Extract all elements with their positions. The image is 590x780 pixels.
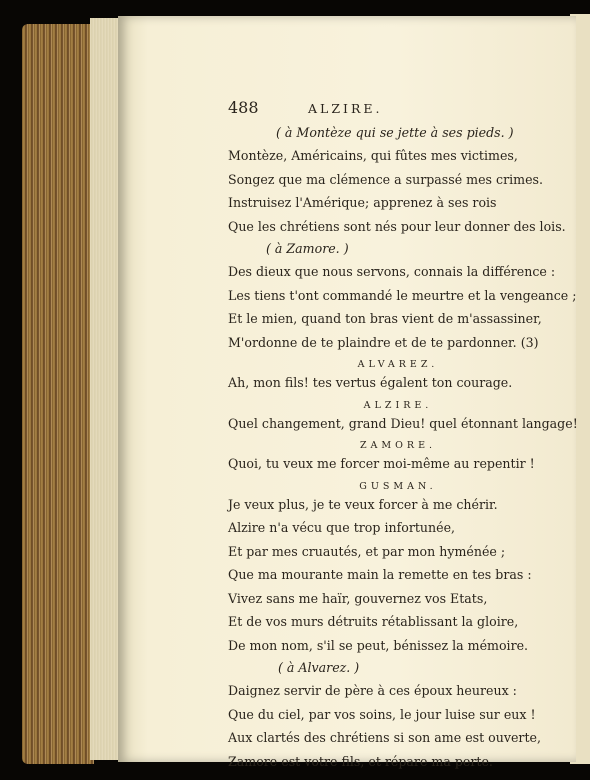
running-title: ALZIRE. [308, 101, 383, 116]
verse-line: Aux clartés des chrétiens si son ame est ouverte, [228, 730, 541, 745]
verse-line: Je veux plus, je te veux forcer à me chérir. [228, 496, 498, 512]
verse-line: Songez que ma clémence a surpassé mes crimes. [228, 171, 543, 187]
verse-line: Daignez servir de père à ces époux heureux : [228, 683, 517, 698]
verse-line: Quel changement, grand Dieu! quel étonnant langage! [228, 415, 578, 431]
speaker-name: GUSMAN. [359, 480, 437, 492]
verse-line: Ah, mon fils! tes vertus égalent ton courage. [228, 375, 513, 390]
verse-line: Que ma mourante main la remette en tes bras : [228, 567, 532, 582]
verse-line: Les tiens t'ont commandé le meurtre et la vengeance ; [228, 287, 577, 303]
verse-line: De mon nom, s'il se peut, bénissez la mémoire. [228, 637, 529, 653]
page-number: 488 [228, 98, 259, 117]
verse-line: Vivez sans me haïr, gouvernez vos Etats, [228, 590, 488, 606]
verse-line: Montèze, Américains, qui fûtes mes victimes, [228, 148, 518, 163]
page-header [228, 94, 568, 122]
verse-line: Zamore est votre fils, et répare ma perte. [228, 753, 493, 769]
stage-direction: ( à Alvarez. ) [278, 660, 360, 675]
verse-line: Des dieux que nous servons, connais la différence : [228, 264, 556, 279]
speaker-name: ALZIRE. [363, 399, 433, 411]
speaker-name: ZAMORE. [359, 440, 437, 451]
verse-line: Et le mien, quand ton bras vient de m'assassiner, [228, 311, 542, 326]
verse-line: Instruisez l'Amérique; apprenez à ses rois [228, 195, 497, 210]
book-spine-edge [22, 24, 94, 764]
book-page [118, 16, 578, 769]
stage-direction: ( à Montèze qui se jette à ses pieds. ) [276, 125, 514, 140]
verse-line: Alzire n'a vécu que trop infortunée, [228, 520, 456, 535]
verse-line: Et par mes cruautés, et par mon hyménée ; [228, 543, 506, 559]
verse-line: Que du ciel, par vos soins, le jour luise sur eux ! [228, 706, 536, 722]
verse-line: Que les chrétiens sont nés pour leur donner des lois. [228, 218, 566, 234]
page-content [228, 94, 578, 773]
stage-direction: ( à Zamore. ) [266, 241, 349, 256]
verse-line: M'ordonne de te plaindre et de te pardonner. (3) [228, 334, 539, 350]
verse-line: Et de vos murs détruits rétablissant la gloire, [228, 614, 519, 629]
speaker-name: ALVAREZ. [357, 359, 439, 370]
verse-text [228, 122, 578, 773]
verse-line: Quoi, tu veux me forcer moi-même au repentir ! [228, 456, 535, 471]
